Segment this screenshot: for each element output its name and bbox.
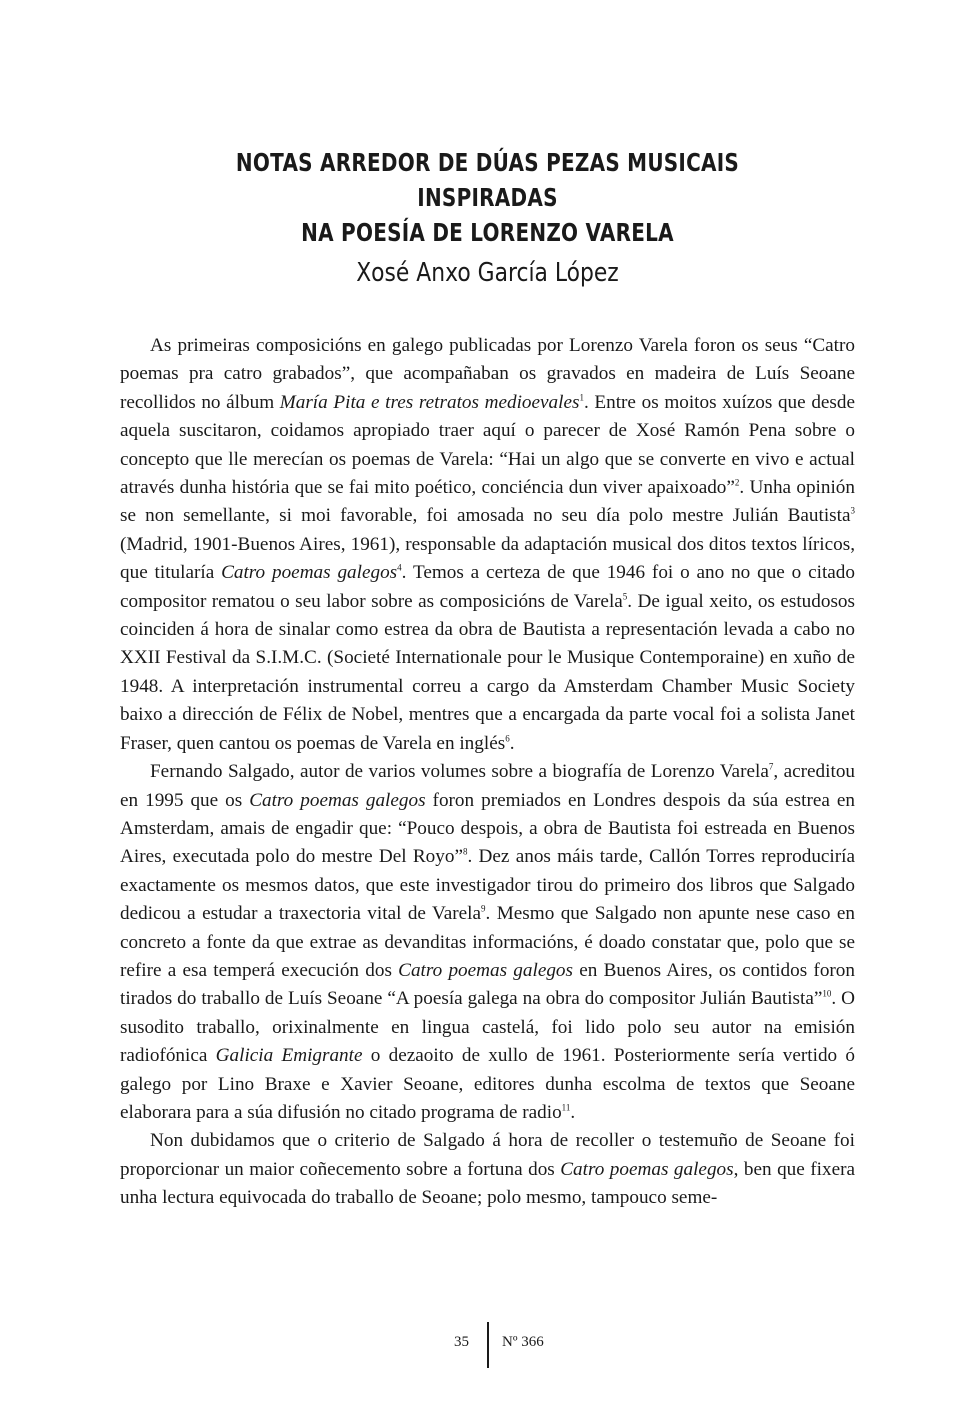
text-run: , acreditou en 1995 que os — [120, 761, 856, 811]
footnote-ref: 1 — [579, 392, 584, 403]
italic-title: Catro poemas galegos — [221, 562, 398, 584]
text-run: . Unha opinión se non semellante, si moi favorable, foi amosada no seu día polo mestre Julián Bautista — [120, 477, 855, 527]
footnote-ref: 10 — [822, 988, 832, 999]
text-run: . O susodito traballo, orixinalmente en lingua castelá, foi lido polo seu autor na emisión radiofónica — [120, 988, 856, 1067]
footnote-ref: 2 — [734, 477, 740, 488]
italic-title: Catro poemas galegos — [398, 959, 573, 981]
italic-title: Catro poemas galegos — [249, 789, 426, 811]
text-run: foron premiados en Londres despois da súa estrea en Amsterdam, amais de engadir que: “Pouco despois, a obra de Bautista foi estreada en Buenos Aires, executada polo do mestre Del Royo” — [120, 789, 855, 868]
italic-title: Galicia Emigrante — [215, 1045, 363, 1067]
article-title-line-2: NA POESÍA DE LORENZO VARELA — [301, 218, 674, 247]
footnote-ref: 11 — [561, 1102, 571, 1113]
footer-divider — [487, 1322, 489, 1368]
page-number: 35 — [454, 1334, 469, 1350]
article-title-line-1: NOTAS ARREDOR DE DÚAS PEZAS MUSICAIS INSPIRADAS — [235, 148, 740, 212]
text-run: . Entre os moitos xuízos que desde aquela suscitaron, coidamos apropiado traer aquí o parecer de Xosé Ramón Pena sobre o concepto que lle merecían os poemas de Varela: “Hai un algo que se converte en vivo e actual através dunha história que se fai mito poético, conciéncia dun viver apaixoado” — [120, 391, 856, 499]
text-run: . Mesmo que Salgado non apunte nese caso en concreto a fonte da que extrae as devanditas informacións, é doado constatar que, polo que se refire a esa temperá execución dos — [120, 903, 855, 981]
text-run: (Madrid, 1901-Buenos Aires, 1961), responsable da adaptación musical dos ditos textos líricos, que titularía — [120, 533, 855, 584]
page-footer — [0, 1322, 975, 1372]
text-run: o dezaoito de xullo de 1961. Posteriormente sería vertido ó galego por Lino Braxe e Xavier Seoane, editores dunha escolma de textos que Seoane elaborara para a súa difusión no citado programa de radio — [120, 1045, 856, 1123]
text-run: . De igual xeito, os estudosos coinciden á hora de sinalar como estrea da obra de Bautista a representación levada a cabo no XXII Festival da S.I.M.C. (Societé Internationale pour le Musique Contemporaine) en xuño de 1948. A interpretación instrumental correu a cargo da Amsterdam Chamber Music Society baixo a dirección de Félix de Nobel, mentres que a encargada da parte vocal foi a solista Janet Fraser, quen cantou os poemas de Varela en inglés — [120, 590, 855, 754]
footnote-ref: 3 — [850, 506, 855, 517]
paragraph — [120, 758, 855, 1127]
text-run: Fernando Salgado, autor de varios volumes sobre a biografía de Lorenzo Varela — [150, 761, 769, 783]
article-body — [120, 332, 855, 1213]
text-run: . — [509, 732, 515, 754]
text-run: . Dez anos máis tarde, Callón Torres reproduciría exactamente os mesmos datos, que este investigador tirou do primeiro dos libros que Salgado dedicou a estudar a traxectoria vital de Varela — [120, 846, 855, 925]
issue-number: Nº 366 — [502, 1334, 544, 1350]
italic-title: María Pita e tres retratos medioevales — [279, 391, 580, 413]
footnote-ref: 8 — [462, 846, 468, 857]
footnote-ref: 4 — [397, 562, 402, 573]
article-title — [178, 145, 798, 250]
footnote-ref: 9 — [481, 903, 486, 914]
italic-title: Catro poemas galegos — [560, 1158, 734, 1180]
text-run: Non dubidamos que o criterio de Salgado á hora de recoller o testemuño de Seoane foi proporcionar un maior coñecemento sobre a fortuna dos — [120, 1130, 855, 1180]
article-author: Xosé Anxo García López — [356, 258, 619, 288]
footnote-ref: 5 — [622, 591, 628, 602]
text-run: , ben que fixera unha lectura equivocada do traballo de Seoane; polo mesmo, tampouco seme- — [120, 1158, 855, 1209]
footnote-ref: 6 — [505, 733, 510, 744]
text-run: en Buenos Aires, os contidos foron tirados do traballo de Luís Seoane “A poesía galega na obra do compositor Julián Bautista” — [120, 959, 855, 1010]
paragraph — [120, 332, 855, 758]
paragraph — [120, 1127, 855, 1212]
text-run: . — [570, 1101, 576, 1123]
text-run: . Temos a certeza de que 1946 foi o ano no que o citado compositor rematou o seu labor sobre as composicións de Varela — [120, 562, 855, 612]
text-run: As primeiras composicións en galego publicadas por Lorenzo Varela foron os seus “Catro poemas pra catro grabados”, que acompañaban os gravados en madeira de Luís Seoane recollidos no álbum — [120, 335, 855, 413]
footnote-ref: 7 — [768, 761, 774, 772]
